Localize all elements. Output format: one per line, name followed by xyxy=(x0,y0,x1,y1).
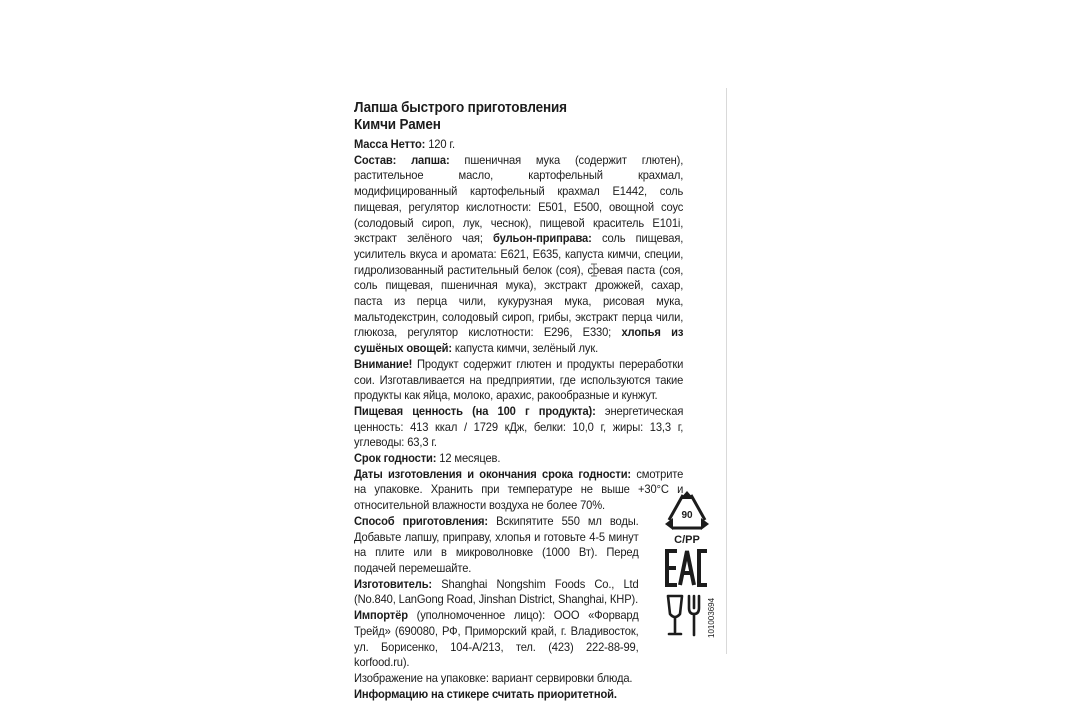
manufacturer xyxy=(354,577,639,608)
warning xyxy=(354,357,683,404)
dates-text: смотрите на упаковке. Хранить при температуре не выше +30°С и относительной влажности воздуха не более 70%. xyxy=(354,466,684,513)
recycle-code: C/PP xyxy=(674,534,700,546)
shelf-life-text: 12 месяцев. xyxy=(436,451,501,466)
image-note: Изображение на упаковке: вариант сервировки блюда. xyxy=(354,670,633,685)
recycle-number: 90 xyxy=(681,510,693,521)
importer xyxy=(354,608,639,671)
warning-label: Внимание! xyxy=(354,356,413,371)
flakes-label: хлопья из сушёных овощей: xyxy=(354,325,684,356)
shelf-life-label: Срок годности: xyxy=(354,451,437,466)
broth-label: бульон-приправа: xyxy=(482,231,592,246)
recycle-triangle-icon xyxy=(664,490,710,546)
eac-mark-icon xyxy=(664,547,710,589)
flakes-text: капуста кимчи, зелёный лук. xyxy=(451,341,599,356)
sticker-note-text: Информацию на стикере считать приоритетной. xyxy=(354,686,617,701)
net-mass xyxy=(354,137,683,153)
noodles-text: пшеничная мука (содержит глютен), растительное масло, картофельный крахмал, модифицированный картофельный крахмал Е1442, соль пищевая, регулятор кислотности: Е501, Е500, овощной соус (солодовый сироп, лук, чеснок), пищевой краситель Е101i, экстракт зелёного чая; xyxy=(354,152,684,246)
importer-text: (уполномоченное лицо): ООО «Форвард Трейд» (690080, РФ, Приморский край, г. Владивосток, ул. Борисенко, 104-А/213, тел. (423) 222-88-99, korfood.ru). xyxy=(354,608,639,670)
net-mass-value: 120 г. xyxy=(425,137,455,151)
glass-fork-icon xyxy=(664,592,704,638)
broth-text: соль пищевая, усилитель вкуса и аромата: Е621, Е635, капуста кимчи, специи, гидролизованный растительный белок (соя), соевая паста (соя, соль пищевая, пшеничная мука), экстракт дрожжей, сахар, паста из перца чили, кукурузная мука, рисовая мука, мальтодекстрин, солодовый сироп, грибы, экстракт перца чили, глюкоза, регулятор кислотности: Е296, Е330; xyxy=(354,231,684,340)
text-cursor-icon xyxy=(590,263,598,277)
shelf-life xyxy=(354,451,683,467)
product-label-text xyxy=(354,100,683,702)
product-title xyxy=(354,100,683,133)
sticker-note xyxy=(354,687,683,703)
side-product-code: 101003694 xyxy=(707,597,716,638)
nutrition-label: Пищевая ценность (на 100 г продукта): xyxy=(354,403,596,418)
preparation-text: Вскипятите 550 мл воды. Добавьте лапшу, приправу, хлопья и готовьте 4-5 минут на плите или в микроволновке (1000 Вт). Перед подачей перемешайте. xyxy=(354,513,639,575)
net-mass-label: Масса Нетто: xyxy=(354,137,426,151)
product-title-line1: Лапша быстрого приготовления xyxy=(354,100,567,116)
preparation-label: Способ приготовления: xyxy=(354,513,488,528)
manufacturer-text: Shanghai Nongshim Foods Co., Ltd (No.840, LanGong Road, Jinshan District, Shanghai, КНР). xyxy=(354,576,639,607)
noodles-label: лапша: xyxy=(396,152,450,167)
dates xyxy=(354,467,683,514)
importer-label: Импортёр xyxy=(354,608,408,623)
warning-text: Продукт содержит глютен и продукты переработки сои. Изготавливается на предприятии, где используются такие продукты как яйца, молоко, арахис, ракообразные и кунжут. xyxy=(354,356,684,403)
preparation xyxy=(354,514,639,577)
nutrition-text: энергетическая ценность: 413 ккал / 1729 кДж, белки: 10,0 г, жиры: 13,3 г, углеводы: 63,3 г. xyxy=(354,403,684,450)
dates-label: Даты изготовления и окончания срока годности: xyxy=(354,466,631,481)
manufacturer-label: Изготовитель: xyxy=(354,576,433,591)
nutrition xyxy=(354,404,683,451)
composition-label: Состав: xyxy=(354,152,397,167)
right-edge-divider xyxy=(726,88,727,654)
product-title-line2: Кимчи Рамен xyxy=(354,116,441,133)
composition xyxy=(354,153,683,357)
